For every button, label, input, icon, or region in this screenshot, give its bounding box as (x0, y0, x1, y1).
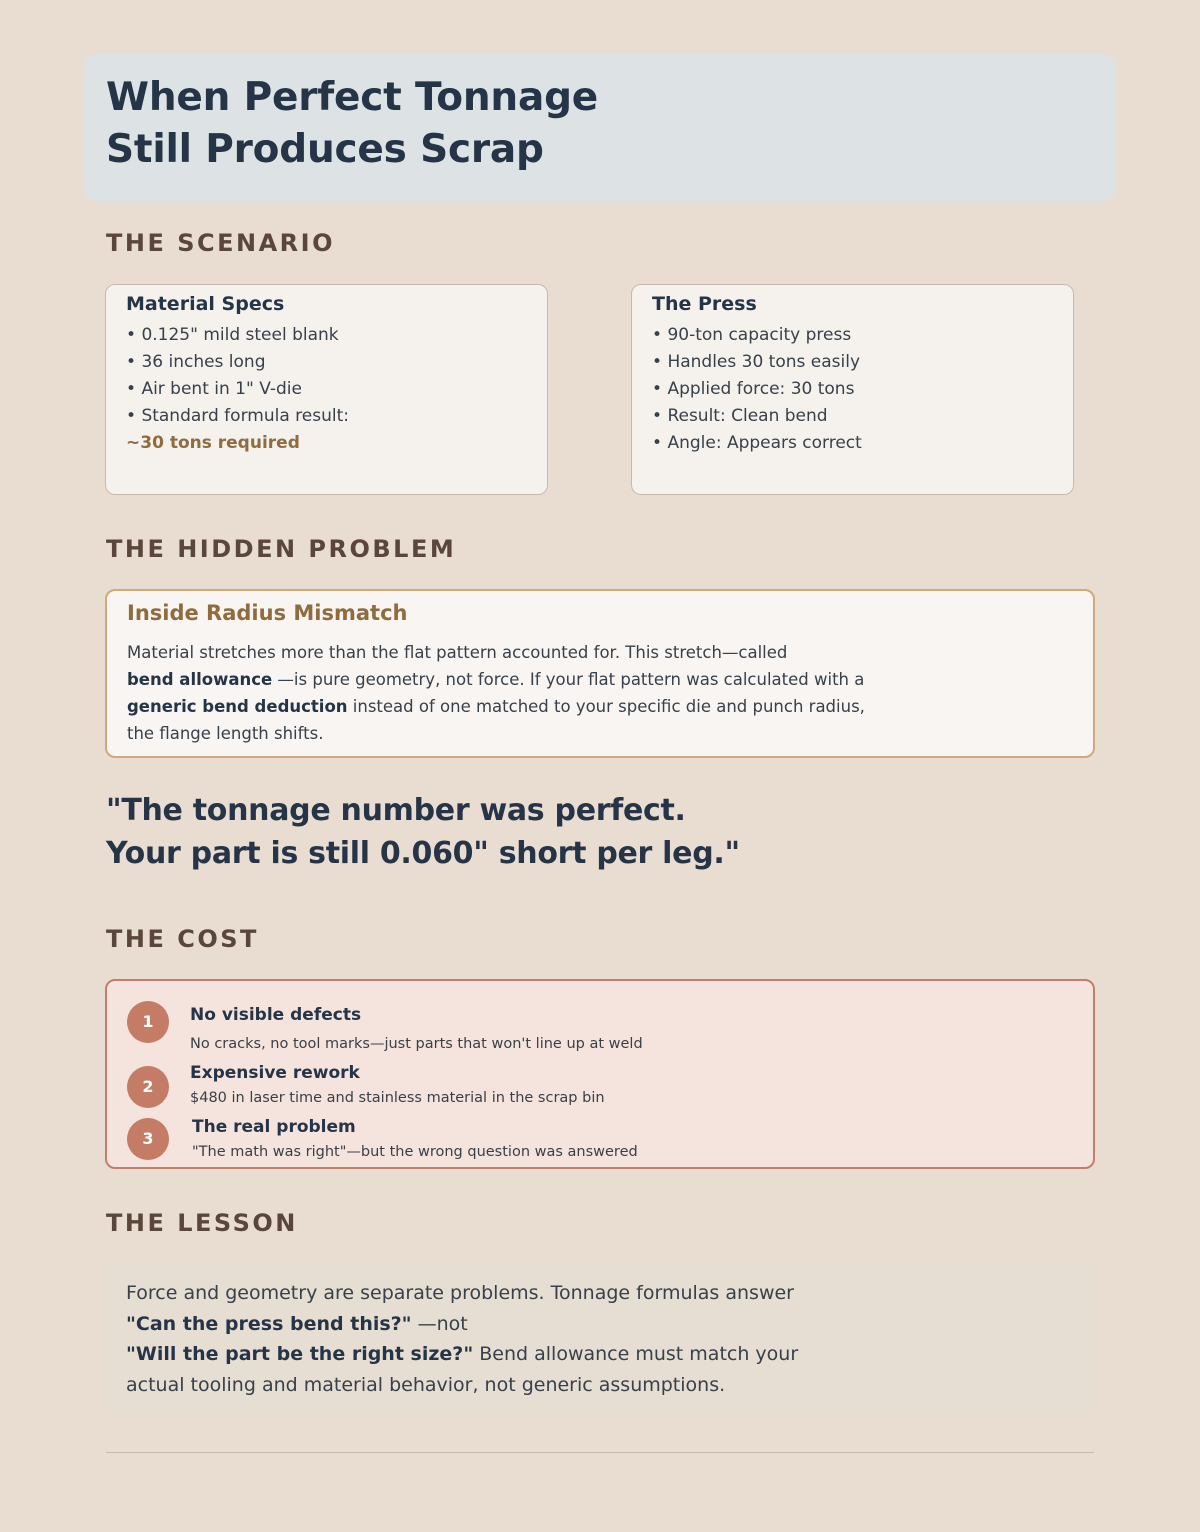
scenario-heading: THE SCENARIO (106, 229, 335, 257)
list-item: • 36 inches long (126, 349, 349, 376)
cost-card (105, 979, 1095, 1169)
hidden-problem-heading: THE HIDDEN PROBLEM (106, 535, 457, 563)
lesson-box (106, 1262, 1094, 1414)
lesson-text-1: Force and geometry are separate problems. Tonnage formulas answer (126, 1282, 794, 1304)
lesson-heading: THE LESSON (106, 1209, 298, 1237)
footer-divider (106, 1452, 1094, 1453)
list-item: • Air bent in 1" V-die (126, 376, 349, 403)
hidden-problem-title: Inside Radius Mismatch (127, 601, 408, 625)
pull-quote-line-2: Your part is still 0.060" short per leg." (106, 836, 740, 871)
number-badge: 2 (127, 1066, 169, 1108)
page-title-line-1: When Perfect Tonnage (106, 75, 599, 120)
cost-item-description: No cracks, no tool marks—just parts that won't line up at weld (190, 1036, 643, 1052)
list-item: • Applied force: 30 tons (652, 376, 862, 403)
material-specs-card (105, 284, 548, 495)
press-title: The Press (652, 293, 757, 315)
lesson-text-3: Bend allowance must match your actual tooling and material behavior, not generic assumptions. (126, 1343, 799, 1396)
cost-item-title: The real problem (192, 1117, 356, 1137)
list-item: • Angle: Appears correct (652, 430, 862, 457)
lesson-question-1: "Can the press bend this?" (126, 1312, 412, 1335)
number-badge: 1 (127, 1001, 169, 1043)
cost-item-description: "The math was right"—but the wrong question was answered (192, 1144, 638, 1160)
list-item: • 90-ton capacity press (652, 322, 862, 349)
lesson-question-2: "Will the part be the right size?" (126, 1343, 474, 1365)
cost-item-description: $480 in laser time and stainless material in the scrap bin (190, 1090, 605, 1106)
tonnage-result: ~30 tons required (126, 433, 300, 453)
list-item: • Standard formula result: (126, 403, 349, 430)
generic-bend-deduction-term: generic bend deduction (127, 697, 348, 716)
problem-text-1: Material stretches more than the flat pattern accounted for. This stretch—called (127, 643, 788, 662)
number-badge: 3 (127, 1118, 169, 1160)
list-item: • 0.125" mild steel blank (126, 322, 349, 349)
cost-item-title: No visible defects (190, 1005, 362, 1025)
cost-item-title: Expensive rework (190, 1063, 360, 1083)
list-item (107, 1063, 1093, 1116)
list-item (107, 1118, 1093, 1168)
list-item: • Handles 30 tons easily (652, 349, 862, 376)
material-specs-title: Material Specs (126, 293, 285, 315)
page-title (106, 72, 598, 176)
list-item (107, 1001, 1093, 1051)
title-banner (84, 54, 1116, 201)
hidden-problem-body (127, 639, 887, 747)
pull-quote (106, 789, 740, 875)
lesson-text (126, 1278, 846, 1400)
page-title-line-2: Still Produces Scrap (106, 127, 544, 172)
press-list (652, 322, 862, 457)
pull-quote-line-1: "The tonnage number was perfect. (106, 793, 686, 828)
problem-text-3: instead of one matched to your specific die and punch radius, the flange length shifts. (127, 697, 865, 743)
hidden-problem-card (105, 589, 1095, 758)
press-card (631, 284, 1074, 495)
material-specs-list (126, 322, 349, 457)
lesson-text-2: —not (411, 1312, 468, 1335)
problem-text-2: —is pure geometry, not force. If your flat pattern was calculated with a (272, 670, 865, 689)
list-item: • Result: Clean bend (652, 403, 862, 430)
cost-heading: THE COST (106, 925, 259, 953)
bend-allowance-term: bend allowance (127, 670, 273, 689)
